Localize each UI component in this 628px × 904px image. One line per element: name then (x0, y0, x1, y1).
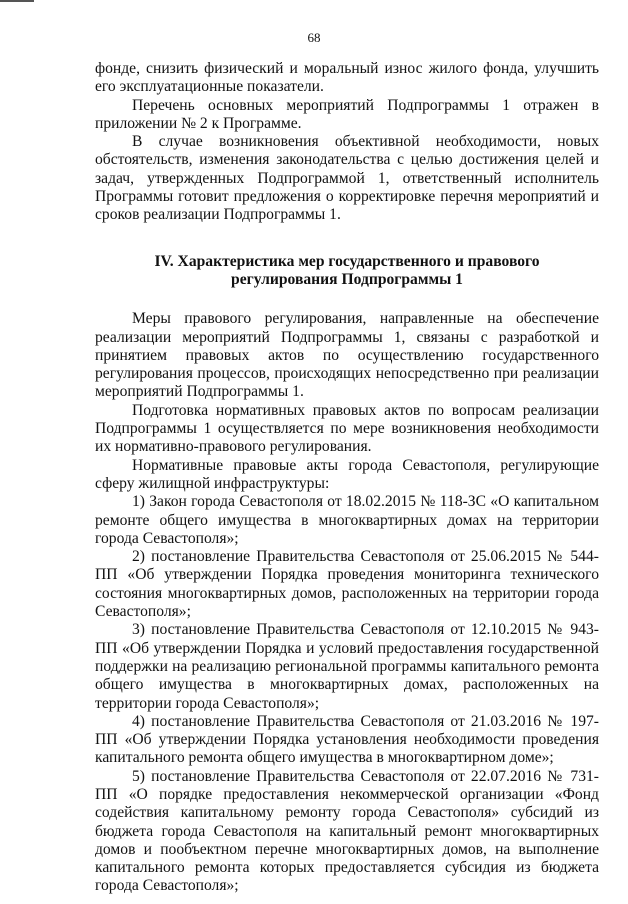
list-item-resolution-4: 4) постановление Правительства Севастополя от 21.03.2016 № 197-ПП «Об утверждении Порядка установления необходимости проведения капитального ремонта общего имущества в многоквартирном доме»; (95, 712, 599, 767)
page-number: 68 (307, 30, 321, 45)
paragraph-activities-list: Перечень основных мероприятий Подпрограммы 1 отражен в приложении № 2 к Программе. (95, 96, 599, 132)
paragraph-acts-intro: Нормативные правовые акты города Севастополя, регулирующие сферу жилищной инфраструктуры: (95, 456, 599, 492)
document-body (95, 60, 599, 896)
list-item-resolution-3: 3) постановление Правительства Севастополя от 12.10.2015 № 943-ПП «Об утверждении Порядка и условий предоставления государственной поддержки на реализацию региональной программы капитального ремонта общего имущества в многоквартирных домах, расположенных на территории города Севастополя»; (95, 621, 599, 712)
section-heading (95, 253, 599, 290)
scan-corner-mark (0, 0, 34, 2)
paragraph-acts-preparation: Подготовка нормативных правовых актов по вопросам реализации Подпрограммы 1 осуществляется по мере возникновения необходимости их нормативно-правового регулирования. (95, 401, 599, 456)
list-item-law-1: 1) Закон города Севастополя от 18.02.2015 № 118-ЗС «О капитальном ремонте общего имущества в многоквартирных домах на территории города Севастополя»; (95, 493, 599, 547)
list-item-resolution-5: 5) постановление Правительства Севастополя от 22.07.2016 № 731-ПП «О порядке предоставления некоммерческой организации «Фонд содействия капитальному ремонту города Севастополя» субсидий из бюджета города Севастополя на капитальный ремонт многоквартирных домов и пообъектном перечне многоквартирных домов, на выполнение капитального ремонта которых предоставляется субсидия из бюджета города Севастополя»; (95, 767, 599, 895)
section-heading-line-1: IV. Характеристика мер государственного и правового (154, 252, 540, 270)
section-heading-line-2: регулирования Подпрограммы 1 (231, 270, 463, 288)
paragraph-adjustments: В случае возникновения объективной необходимости, новых обстоятельств, изменения законодательства с целью достижения целей и задач, утвержденных Подпрограммой 1, ответственный исполнитель Программы готовит предложения о корректировке перечня мероприятий и сроков реализации Подпрограммы 1. (95, 133, 599, 224)
paragraph-continuation: фонде, снизить физический и моральный износ жилого фонда, улучшить его эксплуатационные показатели. (95, 60, 599, 96)
paragraph-legal-measures: Меры правового регулирования, направленные на обеспечение реализации мероприятий Подпрограммы 1, связаны с разработкой и принятием правовых актов по осуществлению государственного регулирования процессов, происходящих непосредственно при реализации мероприятий Подпрограммы 1. (95, 310, 599, 401)
list-item-resolution-2: 2) постановление Правительства Севастополя от 25.06.2015 № 544-ПП «Об утверждении Порядка проведения мониторинга технического состояния многоквартирных домов, расположенных на территории города Севастополя»; (95, 548, 599, 621)
